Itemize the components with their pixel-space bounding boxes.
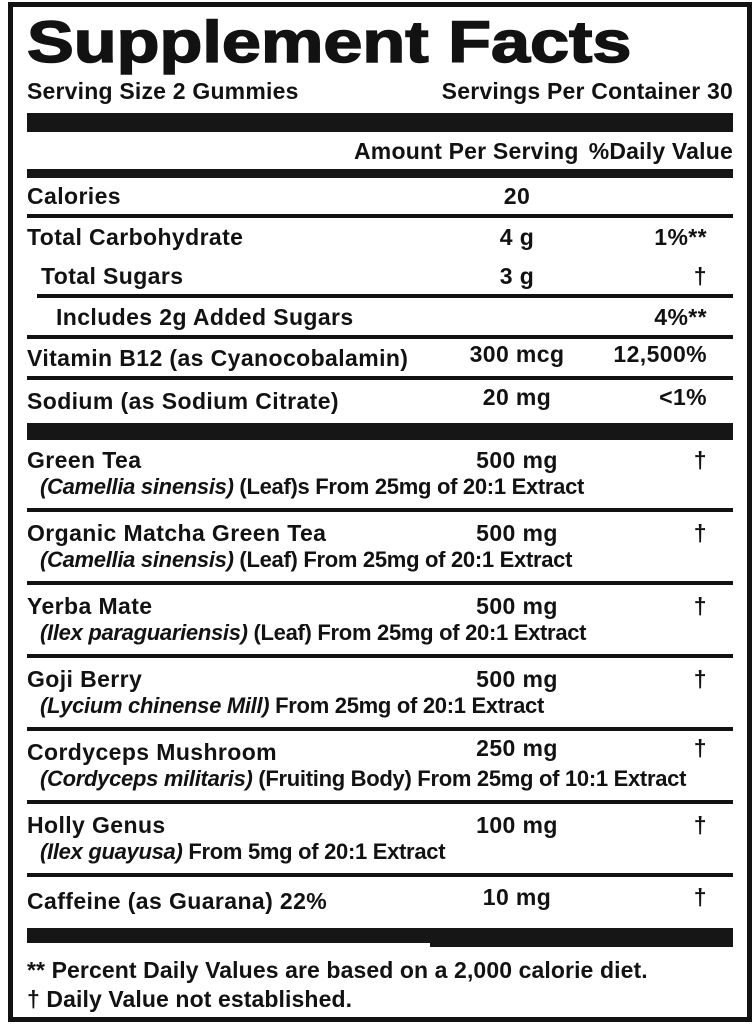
- nutrient-name: Includes 2g Added Sugars: [56, 304, 354, 330]
- footnote-dv-not-established: † Daily Value not established.: [27, 986, 353, 1012]
- botanical-daily-value: †: [693, 735, 707, 761]
- botanical-latin-name: (Lycium chinense Mill): [40, 693, 270, 718]
- botanical-amount: 500 mg: [476, 593, 558, 619]
- botanical-name: Yerba Mate: [27, 593, 153, 619]
- separator-bar: [27, 169, 733, 178]
- botanical-daily-value: †: [693, 884, 707, 910]
- row-separator: [27, 654, 733, 658]
- nutrient-daily-value: †: [693, 263, 707, 289]
- row-separator: [27, 335, 733, 339]
- nutrient-amount: 4 g: [499, 224, 535, 250]
- botanical-daily-value: †: [693, 447, 707, 473]
- botanical-latin-name: (Cordyceps militaris): [40, 766, 253, 791]
- nutrient-amount: 20 mg: [482, 384, 552, 410]
- botanical-source: [27, 546, 733, 574]
- daily-value-header: %Daily Value: [588, 138, 733, 164]
- nutrient-daily-value: <1%: [659, 384, 707, 410]
- botanical-row-green-tea: [27, 440, 733, 507]
- nutrient-name: Calories: [27, 183, 121, 209]
- separator-bar: [27, 113, 733, 132]
- botanical-amount: 100 mg: [476, 812, 558, 838]
- supplement-facts-label: [8, 2, 752, 1022]
- botanical-detail: (Leaf) From 25mg of 20:1 Extract: [233, 547, 573, 572]
- botanical-name: Goji Berry: [27, 666, 143, 692]
- row-separator: [27, 800, 733, 804]
- botanical-latin-name: (Camellia sinensis): [40, 474, 234, 499]
- nutrient-daily-value: 4%**: [654, 304, 707, 330]
- label-title: Supplement Facts: [27, 10, 632, 75]
- separator-bar-shadow: [430, 943, 733, 947]
- botanical-latin-name: (Ilex paraguariensis): [40, 620, 248, 645]
- nutrient-row-vitamin-b12: [27, 340, 733, 375]
- nutrient-daily-value: 12,500%: [613, 341, 707, 367]
- nutrient-row-calories: [27, 178, 733, 213]
- nutrient-row-added-sugars: [27, 299, 733, 334]
- botanical-detail: (Leaf)s From 25mg of 20:1 Extract: [233, 474, 585, 499]
- nutrient-row-total-sugars: [27, 254, 733, 293]
- amount-per-serving-header: Amount Per Serving: [353, 138, 579, 164]
- botanical-daily-value: †: [693, 593, 707, 619]
- botanical-detail: From 25mg of 20:1 Extract: [269, 693, 544, 718]
- row-separator: [27, 508, 733, 512]
- botanical-row-matcha-green-tea: [27, 513, 733, 580]
- row-separator: [27, 873, 733, 877]
- botanical-daily-value: †: [693, 666, 707, 692]
- botanical-latin-name: (Ilex guayusa): [40, 839, 183, 864]
- botanical-amount: 10 mg: [482, 884, 552, 910]
- serving-info-row: [27, 78, 733, 104]
- serving-size: Serving Size 2 Gummies: [27, 78, 299, 104]
- botanical-name: Cordyceps Mushroom: [27, 739, 278, 765]
- botanical-row-holly-genus: [27, 805, 733, 872]
- row-separator: [37, 294, 733, 298]
- botanical-daily-value: †: [693, 520, 707, 546]
- botanical-detail: (Fruiting Body) From 25mg of 10:1 Extract: [252, 766, 687, 791]
- row-separator: [27, 376, 733, 380]
- nutrient-amount: 20: [503, 183, 531, 209]
- nutrient-daily-value: 1%**: [654, 224, 707, 250]
- separator-bar: [27, 423, 733, 440]
- botanical-amount: 500 mg: [476, 447, 558, 473]
- separator-bar: [27, 928, 733, 943]
- nutrient-amount: 3 g: [499, 263, 535, 289]
- botanical-detail: (Leaf) From 25mg of 20:1 Extract: [247, 620, 587, 645]
- botanical-name: Organic Matcha Green Tea: [27, 520, 327, 546]
- botanical-amount: 250 mg: [476, 735, 558, 761]
- servings-per-container: Servings Per Container 30: [441, 78, 733, 104]
- botanical-daily-value: †: [693, 812, 707, 838]
- botanical-source: [27, 838, 733, 866]
- botanical-latin-name: (Camellia sinensis): [40, 547, 234, 572]
- botanical-source: [27, 692, 733, 720]
- botanical-detail: From 5mg of 20:1 Extract: [182, 839, 446, 864]
- botanical-name: Holly Genus: [27, 812, 166, 838]
- column-header-row: [27, 132, 733, 169]
- nutrient-amount: 300 mcg: [469, 341, 565, 367]
- botanical-row-yerba-mate: [27, 586, 733, 653]
- botanical-row-cordyceps-mushroom: [27, 732, 733, 799]
- nutrient-row-sodium: [27, 381, 733, 418]
- botanical-name: Green Tea: [27, 447, 142, 473]
- nutrient-name: Sodium (as Sodium Citrate): [27, 388, 339, 414]
- botanical-source: [27, 619, 733, 647]
- row-separator: [27, 214, 733, 218]
- footnote-daily-values: ** Percent Daily Values are based on a 2,000 calorie diet.: [27, 957, 648, 983]
- botanical-name: Caffeine (as Guarana) 22%: [27, 888, 328, 914]
- nutrient-name: Vitamin B12 (as Cyanocobalamin): [27, 345, 409, 371]
- botanical-row-caffeine: [27, 878, 733, 922]
- row-separator: [27, 581, 733, 585]
- botanical-amount: 500 mg: [476, 520, 558, 546]
- row-separator: [27, 727, 733, 731]
- nutrient-name: Total Sugars: [41, 263, 184, 289]
- botanical-source: [27, 473, 733, 501]
- botanical-row-goji-berry: [27, 659, 733, 726]
- botanical-source: [27, 765, 733, 793]
- nutrient-row-total-carbohydrate: [27, 219, 733, 254]
- footnotes: [27, 956, 733, 1014]
- botanical-amount: 500 mg: [476, 666, 558, 692]
- nutrient-name: Total Carbohydrate: [27, 224, 244, 250]
